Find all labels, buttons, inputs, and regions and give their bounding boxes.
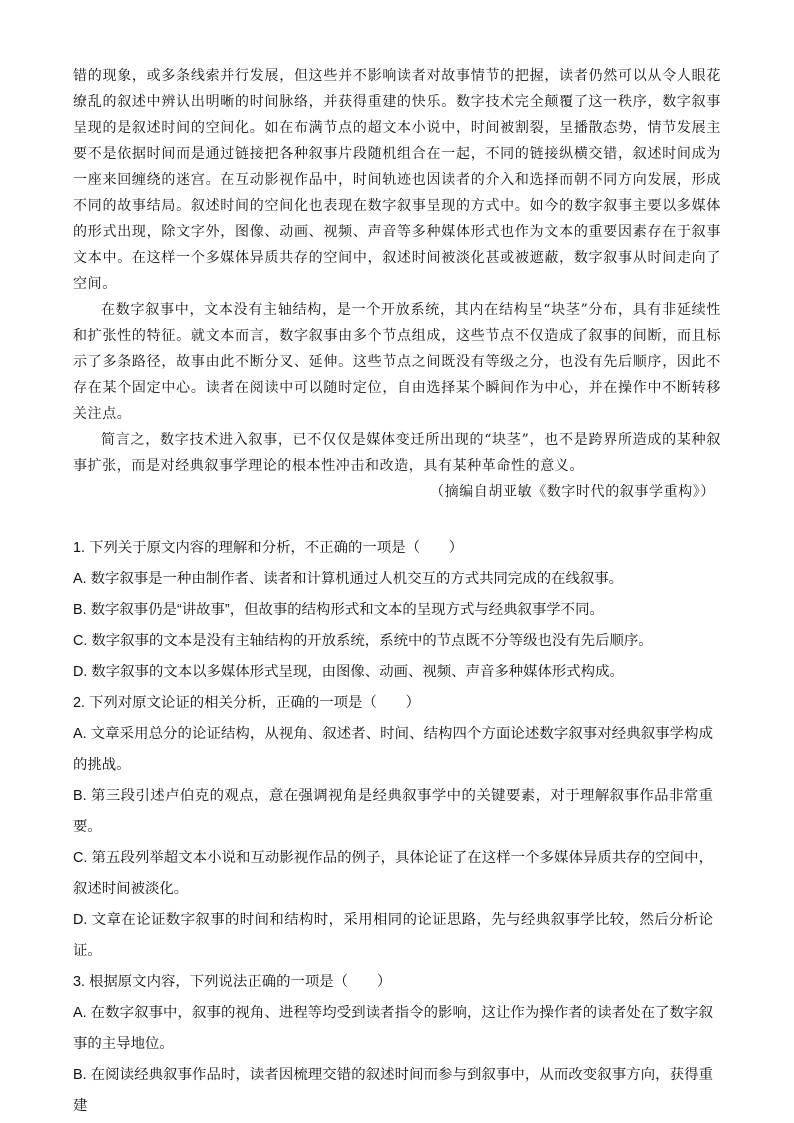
passage-source: （摘编自胡亚敏《数字时代的叙事学重构》） <box>430 484 715 500</box>
question-section <box>73 533 713 1122</box>
passage-paragraph-2: 在数字叙事中，文本没有主轴结构，是一个开放系统，其内在结构呈“块茎”分布，具有非延续性和扩张性的特征。就文本而言，数字叙事由多个节点组成，这些节点不仅造成了叙事的间断，而且标示了多条路径，故事由此不断分叉、延伸。这些节点之间既没有等级之分，也没有先后顺序，因此不存在某个固定中心。读者在阅读中可以随时定位，自由选择某个瞬间作为中心，并在操作中不断转移关注点。 <box>73 302 721 422</box>
question-2-option-b: B. 第三段引述卢伯克的观点，意在强调视角是经典叙事学中的关键要素，对于理解叙事作品非常重要。 <box>73 788 713 835</box>
passage-paragraph-1: 错的现象，或多条线索并行发展，但这些并不影响读者对故事情节的把握，读者仍然可以从令人眼花缭乱的叙述中辨认出明晰的时间脉络，并获得重建的快乐。数字技术完全颠覆了这一秩序，数字叙事呈现的是叙述时间的空间化。如在布满节点的超文本小说中，时间被割裂，呈播散态势，情节发展主要不是依据时间而是通过链接把各种叙事片段随机组合在一起，不同的链接纵横交错，叙述时间成为一座来回缠绕的迷宫。在互动影视作品中，时间轨迹也因读者的介入和选择而朝不同方向发展，形成不同的故事结局。叙述时间的空间化也表现在数字叙事呈现的方式中。如今的数字叙事主要以多媒体的形式出现，除文字外，图像、动画、视频、声音等多种媒体形式也作为文本的重要因素存在于叙事文本中。在这样一个多媒体异质共存的空间中，叙述时间被淡化甚或被遮蔽，数字叙事从时间走向了空间。 <box>73 68 721 292</box>
question-2-stem: 2. 下列对原文论证的相关分析，正确的一项是（ ） <box>73 695 420 711</box>
question-1-option-b: B. 数字叙事仍是“讲故事”，但故事的结构形式和文本的呈现方式与经典叙事学不同。 <box>73 602 604 618</box>
question-2-option-d: D. 文章在论证数字叙事的时间和结构时，采用相同的论证思路，先与经典叙事学比较，然后分析论证。 <box>73 912 713 959</box>
question-3-option-a: A. 在数字叙事中，叙事的视角、进程等均受到读者指令的影响，这让作为操作者的读者处在了数字叙事的主导地位。 <box>73 1005 713 1052</box>
question-3-stem: 3. 根据原文内容，下列说法正确的一项是（ ） <box>73 974 392 990</box>
question-1-option-a: A. 数字叙事是一种由制作者、读者和计算机通过人机交互的方式共同完成的在线叙事。 <box>73 571 624 587</box>
question-2-option-a: A. 文章采用总分的论证结构，从视角、叙述者、时间、结构四个方面论述数字叙事对经典叙事学构成的挑战。 <box>73 726 713 773</box>
question-1-option-d: D. 数字叙事的文本以多媒体形式呈现，由图像、动画、视频、声音多种媒体形式构成。 <box>73 664 624 680</box>
passage-paragraph-3: 简言之，数字技术进入叙事，已不仅仅是媒体变迁所出现的“块茎”，也不是跨界所造成的某种叙事扩张，而是对经典叙事学理论的根本性冲击和改造，具有某种革命性的意义。 <box>73 432 721 474</box>
question-2-option-c: C. 第五段列举超文本小说和互动影视作品的例子，具体论证了在这样一个多媒体异质共存的空间中，叙述时间被淡化。 <box>73 850 713 897</box>
question-1-stem: 1. 下列关于原文内容的理解和分析，不正确的一项是（ ） <box>73 540 464 556</box>
question-3-option-b: B. 在阅读经典叙事作品时，读者因梳理交错的叙述时间而参与到叙事中，从而改变叙事方向，获得重建 <box>73 1067 713 1114</box>
reading-passage <box>73 63 721 505</box>
question-1-option-c: C. 数字叙事的文本是没有主轴结构的开放系统，系统中的节点既不分等级也没有先后顺序。 <box>73 633 653 649</box>
